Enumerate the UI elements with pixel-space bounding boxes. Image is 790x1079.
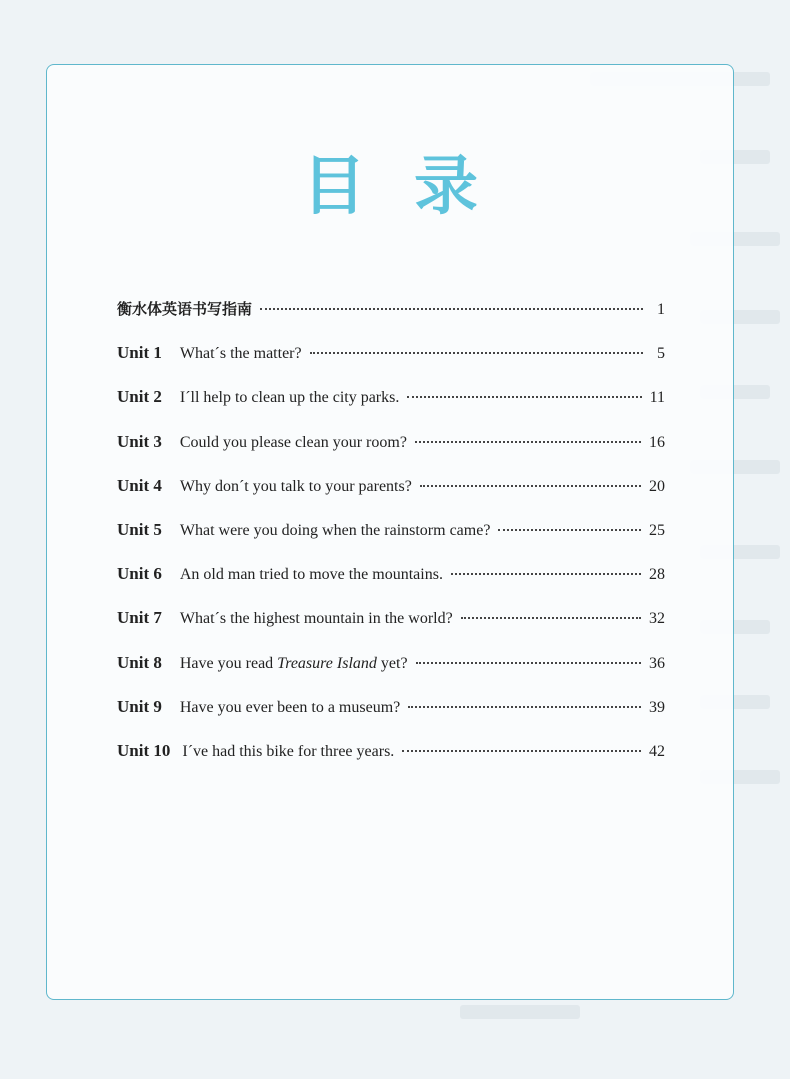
toc-entry-title-post: yet? — [376, 654, 408, 672]
toc-page-number: 32 — [649, 610, 665, 628]
toc-page-number: 5 — [657, 345, 665, 363]
toc-unit-label: Unit 2 — [117, 387, 162, 407]
toc-page-number: 20 — [649, 477, 665, 495]
toc-entry-unit-9[interactable] — [117, 685, 665, 729]
toc-entry-title-pre: Have you read — [179, 654, 278, 672]
toc-unit-label: Unit 1 — [117, 343, 162, 363]
toc-leader-dots — [498, 528, 641, 531]
toc-entry-title: Have you ever been to a museum? — [179, 698, 401, 716]
toc-entry-unit-2[interactable] — [117, 375, 665, 419]
toc-entry-title: Why don´t you talk to your parents? — [179, 477, 412, 495]
toc-page-number: 1 — [657, 301, 665, 318]
toc-leader-dots — [402, 749, 641, 752]
toc-entry-title — [180, 642, 408, 686]
toc-entry-title: An old man tried to move the mountains. — [179, 566, 443, 584]
toc-entry-unit-8[interactable] — [117, 641, 665, 685]
toc-entry-title: What´s the highest mountain in the world? — [179, 610, 453, 628]
contents-frame — [46, 64, 734, 1000]
toc-leader-dots — [260, 307, 643, 310]
toc-leader-dots — [420, 484, 641, 487]
toc-page-number: 25 — [649, 521, 665, 539]
toc-unit-label: Unit 8 — [117, 652, 162, 672]
toc-entry-title: What were you doing when the rainstorm came? — [179, 521, 491, 539]
toc-page-number: 16 — [649, 433, 665, 451]
toc-entry-unit-6[interactable] — [117, 552, 665, 596]
toc-unit-label: Unit 9 — [117, 696, 162, 716]
toc-entry-title: I´ve had this bike for three years. — [182, 742, 395, 760]
toc-entry-unit-7[interactable] — [117, 596, 665, 640]
toc-unit-label: Unit 4 — [117, 475, 162, 495]
toc-leader-dots — [415, 440, 641, 443]
toc-page-number: 42 — [649, 742, 665, 760]
toc-entry-unit-3[interactable] — [117, 420, 665, 464]
toc-unit-label: Unit 6 — [117, 564, 162, 584]
toc-page-number: 36 — [649, 654, 665, 672]
toc-entry-title-italic: Treasure Island — [277, 654, 377, 672]
toc-entry-unit-10[interactable] — [117, 729, 665, 773]
toc-page-number: 39 — [649, 698, 665, 716]
toc-unit-label: Unit 3 — [117, 431, 162, 451]
toc-entry-title: What´s the matter? — [179, 345, 302, 363]
toc-entry-unit-1[interactable] — [117, 331, 665, 375]
table-of-contents — [117, 287, 665, 773]
toc-entry-title: I´ll help to clean up the city parks. — [179, 389, 400, 407]
toc-page-number: 11 — [649, 389, 665, 407]
toc-leader-dots — [408, 705, 641, 708]
toc-leader-dots — [416, 661, 641, 664]
toc-entry-unit-4[interactable] — [117, 464, 665, 508]
toc-leader-dots — [451, 572, 641, 575]
toc-entry-guide[interactable] — [117, 287, 665, 331]
toc-entry-title: 衡水体英语书写指南 — [117, 300, 253, 318]
toc-unit-label: Unit 5 — [117, 519, 162, 539]
toc-page-number: 28 — [649, 566, 665, 584]
toc-entry-title: Could you please clean your room? — [179, 433, 407, 451]
toc-unit-label: Unit 10 — [117, 740, 171, 760]
toc-leader-dots — [407, 395, 641, 398]
toc-leader-dots — [310, 351, 643, 354]
toc-leader-dots — [461, 616, 641, 619]
toc-unit-label: Unit 7 — [117, 608, 162, 628]
page-title: 目录 — [302, 150, 526, 224]
toc-entry-unit-5[interactable] — [117, 508, 665, 552]
